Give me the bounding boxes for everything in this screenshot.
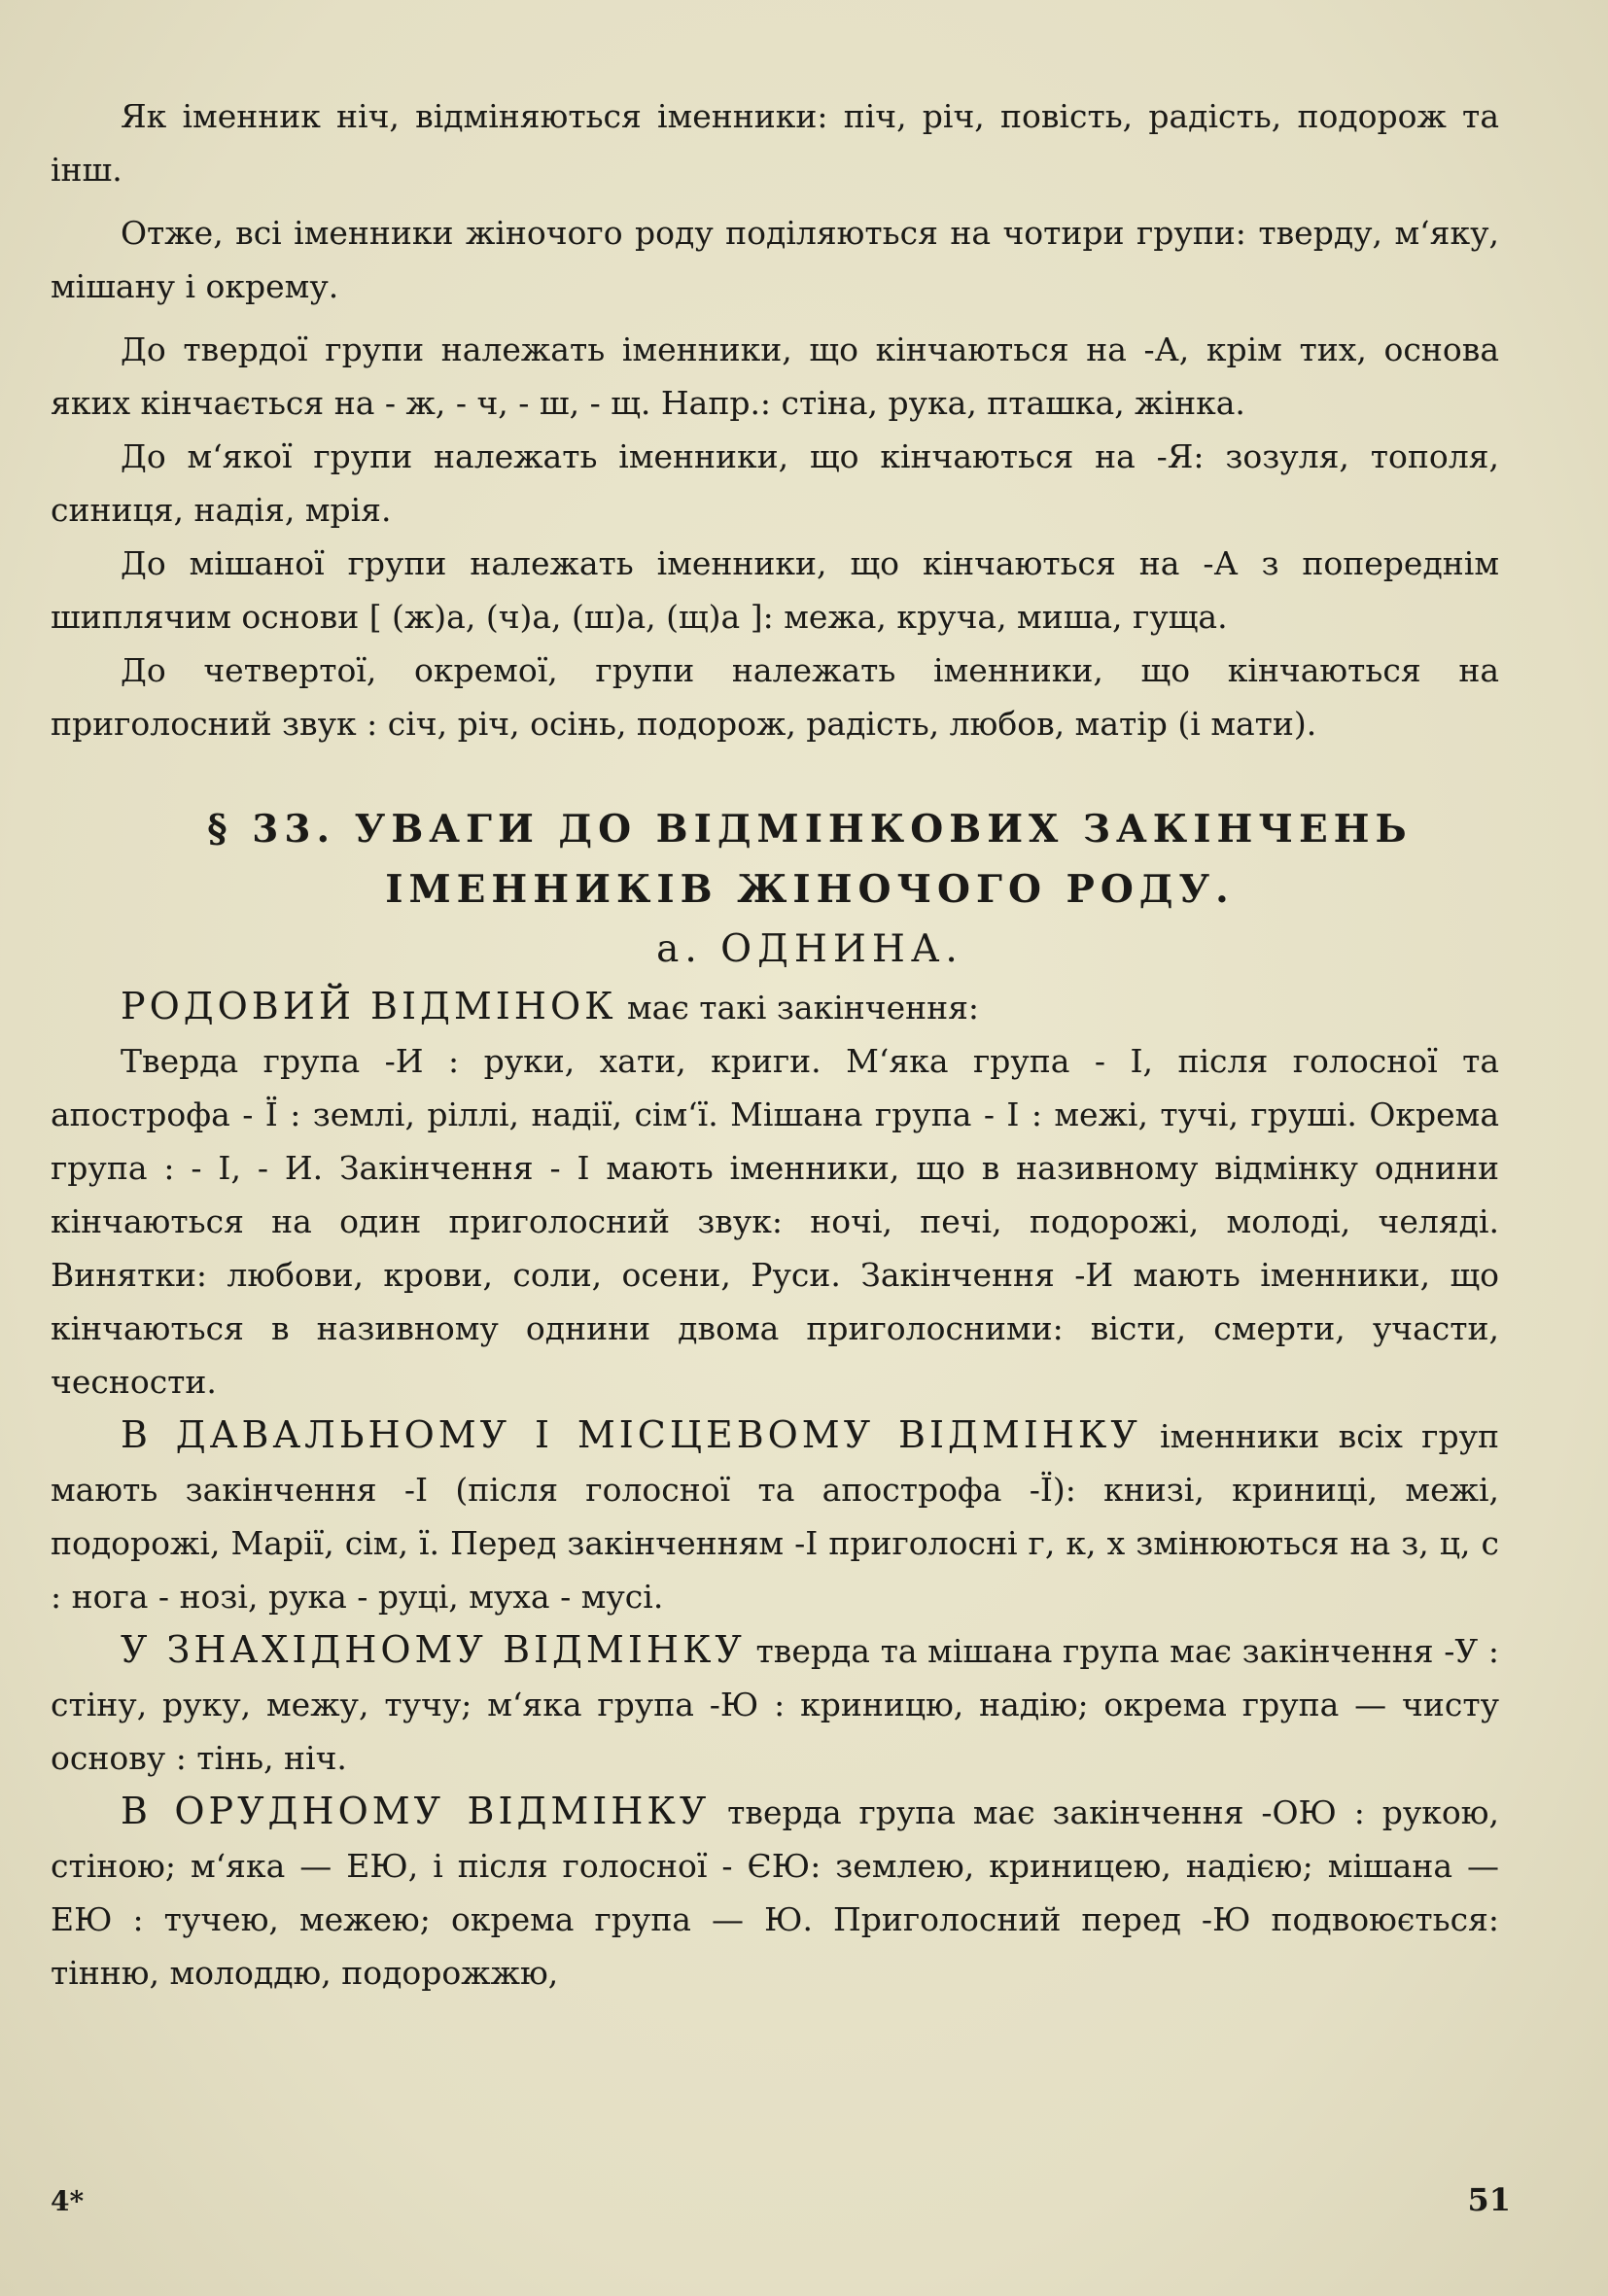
accusative-caps: У ЗНАХІДНОМУ ВІДМІНКУ [121,1628,746,1671]
paragraph-genitive-body: Тверда група -И : руки, хати, криги. М‘яка група - І, після голосної та апострофа - Ї : землі, ріллі, надії, сім‘ї. Мішана група - І : межі, тучі, груші. Окрема група : - І, - И. Закінчення - І мають іменники, що в називному відмінку однини кінчаються на один приголосний звук: ночі, печі, подорожі, молоді, челяді. Винятки: любови, крови, соли, осени, Руси. Закінчення -И мають іменники, що кінчаються в називному однини двома приголосними: вісти, смерти, участи, чесности. [51,1042,1499,1401]
paragraph-instrumental [51,1785,1499,2000]
paragraph-mixed-group: До мішаної групи належать іменники, що кінчаються на -А з попереднім шиплячим основи [ (ж)а, (ч)а, (ш)а, (щ)а ]: межа, круча, миша, гуща. [51,544,1499,636]
accusative-rest: тверда та мішана група має закінчення -У : стіну, руку, межу, тучу; м‘яка група -Ю : криницю, надію; окрема група — чисту основу : тінь, ніч. [51,1632,1499,1777]
printer-signature-mark: 4* [51,2185,85,2217]
paragraph-accusative [51,1623,1499,1785]
page-text [51,89,1499,2000]
page-number: 51 [1467,2181,1511,2218]
genitive-intro-rest: має такі закінчення: [616,989,980,1026]
paragraph-groups: Отже, всі іменники жіночого роду поділяються на чотири групи: тверду, м‘яку, мішану і окрему. [51,214,1499,305]
section-heading-line2: ІМЕННИКІВ ЖІНОЧОГО РОДУ. [385,867,1235,912]
paragraph-separate-group: До четвертої, окремої, групи належать іменники, що кінчаються на приголосний звук : січ, річ, осінь, подорож, радість, любов, матір (і мати). [51,651,1499,743]
genitive-caps: РОДОВИЙ ВІДМІНОК [121,985,617,1027]
instrumental-rest: тверда група має закінчення -ОЮ : рукою, стіною; м‘яка — ЕЮ, і після голосної - ЄЮ: землею, криницею, надією; мішана — ЕЮ : тучею, межею; окрема група — Ю. Приголосний перед -Ю подвоюється: тінню, молоддю, подорожжю, [51,1793,1499,1992]
paragraph-genitive-intro [51,980,1499,1034]
paragraph-nich: Як іменник ніч, відміняються іменники: піч, річ, повість, радість, подорож та інш. [51,97,1499,189]
paragraph-dative [51,1409,1499,1623]
instrumental-caps: В ОРУДНОМУ ВІДМІНКУ [121,1790,711,1832]
subheading-singular: а. ОДНИНА. [656,927,963,971]
section-heading-line1: § 33. УВАГИ ДО ВІДМІНКОВИХ ЗАКІНЧЕНЬ [207,807,1413,852]
paragraph-soft-group: До м‘якої групи належать іменники, що кінчаються на -Я: зозуля, тополя, синиця, надія, мрія. [51,437,1499,529]
paragraph-hard-group: До твердої групи належать іменники, що кінчаються на -А, крім тих, основа яких кінчається на - ж, - ч, - ш, - щ. Напр.: стіна, рука, пташка, жінка. [51,330,1499,422]
dative-rest: іменники всіх груп мають закінчення -І (після голосної та апострофа -Ї): книзі, криниці, межі, подорожі, Марії, сім, ї. Перед закінченням -І приголосні г, к, х змінюються на з, ц, с : нога - нозі, рука - руці, муха - мусі. [51,1417,1499,1616]
dative-caps: В ДАВАЛЬНОМУ І МІСЦЕВОМУ ВІДМІНКУ [121,1413,1141,1456]
